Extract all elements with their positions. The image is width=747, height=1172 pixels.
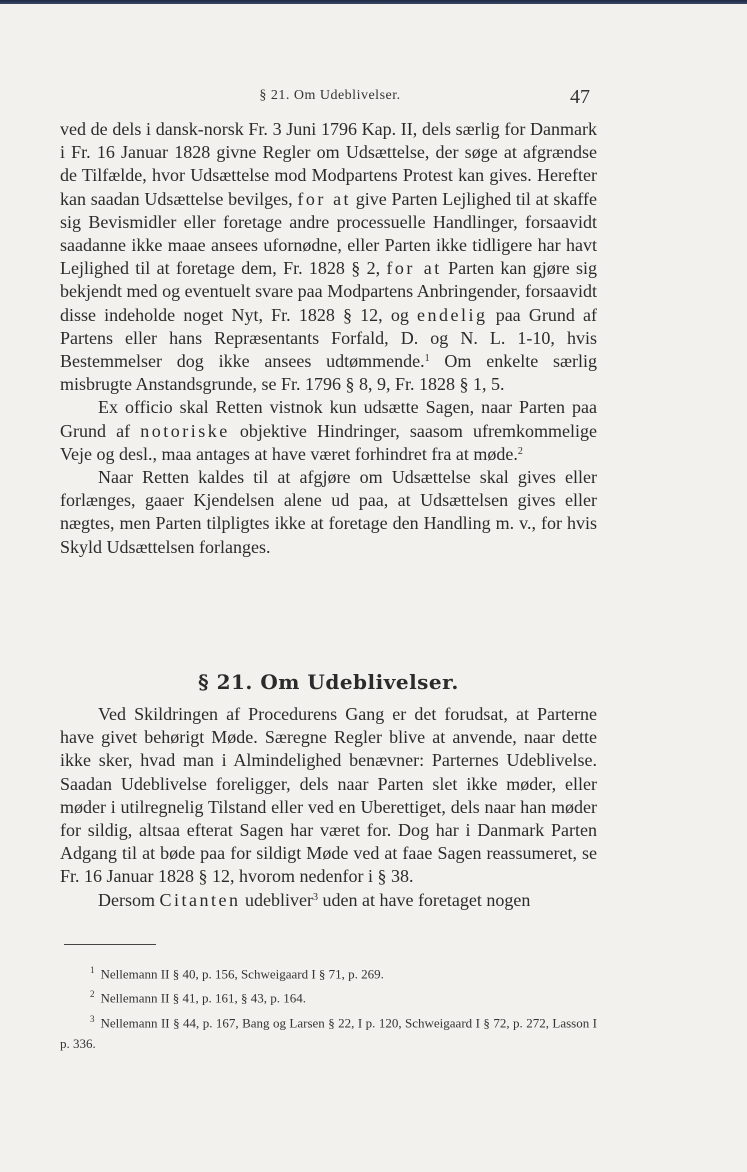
text-run: Om enkelte særlig misbrugte Anstandsgrunde, se Fr. 1796 § 8, 9, Fr. 1828 § 1, 5.: [60, 351, 597, 395]
paragraph-absence-intro: Ved Skildringen af Procedurens Gang er det forudsat, at Parterne have givet behørigt Møde. Særegne Regler blive at anvende, naar dette ikke sker, hvad man i Almindelighed benævner: Parternes Udeblivelse. Saadan Udeblivelse foreligger, dels naar Parten slet ikke møder, eller møder i utilregnelig Tilstand eller ved en Uberettiget, dels naar han møder for sildig, altsaa efterat Sagen har været for. Dog har i Danmark Parten Adgang til at bøde paa for sildigt Møde ved at faae Sagen reassumeret, se Fr. 16 Januar 1828 § 12, hvorom nedenfor i § 38.: [60, 704, 597, 887]
text-run: objektive Hindringer, saasom ufremkommelige Veje og desl., maa antages at have været forhindret fra at møde.: [60, 420, 598, 464]
page-number: 47: [570, 86, 590, 108]
footnote-3: [60, 1009, 597, 1054]
section-text: [60, 703, 597, 912]
spaced-text: notoriske: [140, 420, 230, 441]
footnote-text: Nellemann II § 41, p. 161, § 43, p. 164.: [100, 990, 306, 1006]
spaced-text: for at: [386, 258, 442, 279]
footnote-ref-3: 3: [312, 891, 318, 903]
footnote-2: [60, 984, 597, 1008]
footnotes: [60, 960, 597, 1054]
paragraph-adjournment-rules: [60, 118, 597, 396]
spaced-text: for at: [297, 188, 352, 209]
text-run: uden at have foretaget nogen: [322, 889, 531, 910]
footnote-1: [60, 960, 597, 984]
paragraph-plaintiff-absence: [60, 889, 597, 912]
spaced-text: endelig: [417, 304, 488, 325]
spaced-text: Citanten: [159, 889, 241, 910]
paragraph-ruling: Naar Retten kaldes til at afgjøre om Udsættelse skal gives eller forlænges, gaaer Kjendelsen alene ud paa, at Udsættelsen gives eller nægtes, men Parten tilpligtes ikke at foretage den Handling m. v., for hvis Skyld Udsættelsen forlanges.: [60, 467, 597, 557]
text-run: Dersom: [98, 889, 155, 910]
footnote-mark: 1: [90, 965, 95, 975]
footnote-ref-1: 1: [424, 353, 430, 365]
footnote-mark: 3: [90, 1013, 95, 1024]
text-run: Ex officio skal Retten vistnok kun udsætte Sagen, naar Parten paa Grund af: [60, 397, 597, 441]
footnote-text: Nellemann II § 40, p. 156, Schweigaard I § 71, p. 269.: [100, 966, 384, 982]
footnote-ref-2: 2: [517, 445, 523, 457]
footnote-divider: [64, 944, 156, 945]
paragraph-ex-officio: [60, 396, 597, 466]
running-head: § 21. Om Udeblivelser.: [259, 88, 401, 103]
text-run: ved de dels i dansk-norsk Fr. 3 Juni 1796 Kap. II, dels særlig for Danmark i Fr. 16 Januar 1828 givne Regler om Udsættelse, der søge at afgrændse de Tilfælde, hvor Udsættelse mod Modpartens Protest kan gives. Herefter kan saadan Udsættelse bevilges,: [60, 119, 597, 209]
footnote-text: Nellemann II § 44, p. 167, Bang og Larsen § 22, I p. 120, Schweigaard I § 72, p. 272, Lasson I p. 336.: [60, 1015, 597, 1052]
continuation-text: [60, 118, 597, 559]
footnote-mark: 2: [90, 989, 95, 1000]
text-run: paa Grund af Partens eller hans Repræsentants Forfald, D. og N. L. 1-10, hvis Bestemmelser dog ikke ansees udtømmende.: [60, 304, 597, 372]
text-run: udebliver: [245, 889, 313, 910]
text-run: Parten kan gjøre sig bekjendt med og eventuelt svare paa Modpartens Anbringender, forsaavidt disse indeholde noget Nyt, Fr. 1828 § 12, og: [60, 258, 598, 325]
section-heading: § 21. Om Udeblivelser.: [198, 670, 459, 694]
text-run: give Parten Lejlighed til at skaffe sig Bevismidler eller foretage andre processuelle Handlinger, forsaavidt saadanne ikke maae ansees ufornødne, eller Parten ikke tidligere har havt Lejlighed til at foretage dem, Fr. 1828 § 2,: [60, 188, 598, 279]
